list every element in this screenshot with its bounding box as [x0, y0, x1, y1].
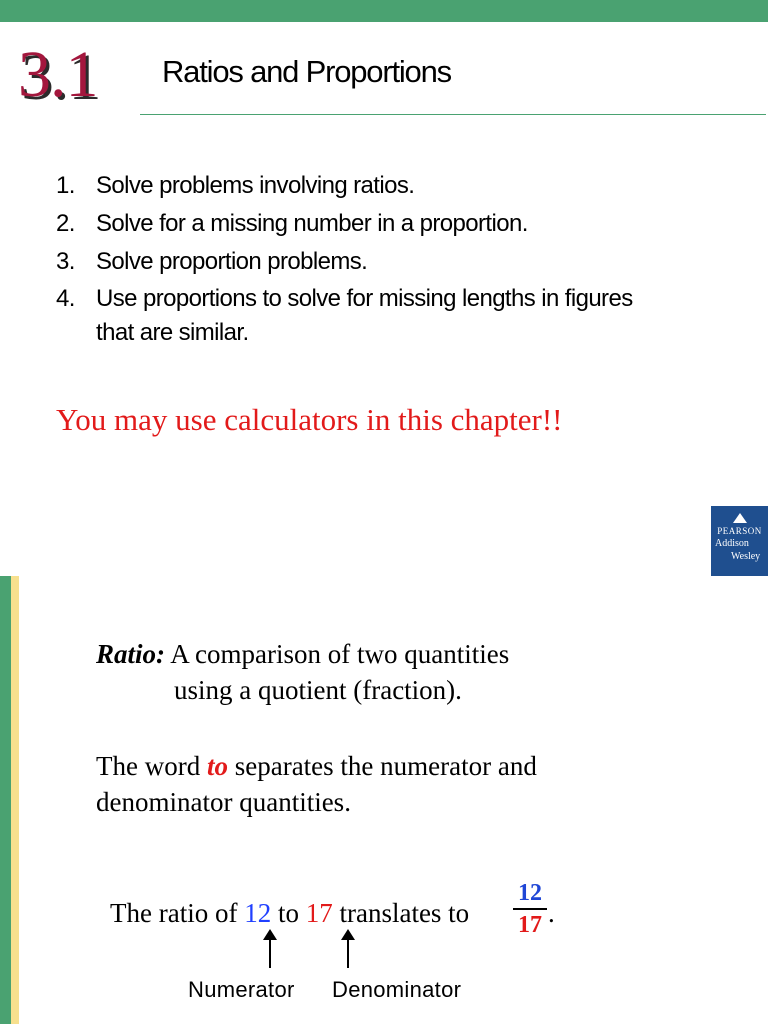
objective-text: Use proportions to solve for missing lengths in figures [96, 285, 633, 312]
example-mid: to [271, 898, 306, 928]
word-to-explanation [96, 748, 537, 820]
word-to-suffix: separates the numerator and [227, 751, 537, 781]
word-to-prefix: The word [96, 751, 207, 781]
top-accent-bar [0, 0, 768, 22]
objective-number: 1. [56, 172, 75, 199]
fraction-denominator: 17 [518, 912, 542, 938]
ratio-term: Ratio: [96, 639, 166, 669]
example-numerator: 12 [244, 898, 272, 928]
objectives-list [56, 168, 716, 352]
numerator-label: Numerator [188, 977, 295, 1002]
keyword-to: to [206, 751, 228, 781]
pearson-logo [711, 506, 768, 576]
side-accent-stripe [11, 576, 19, 1024]
objective-number: 3. [56, 248, 75, 275]
section-number: 3.1 [18, 38, 98, 111]
side-accent-bar [0, 576, 11, 1024]
objective-item [56, 282, 716, 350]
fraction [512, 878, 548, 940]
objective-text-continued: that are similar. [96, 319, 249, 346]
fraction-numerator: 12 [518, 880, 542, 906]
logo-line-1: Addison [715, 538, 749, 549]
title-divider [140, 114, 766, 115]
ratio-definition-line1: A comparison of two quantities [165, 639, 510, 669]
example-suffix: translates to [332, 898, 470, 928]
denominator-label: Denominator [332, 977, 462, 1002]
word-to-line2: denominator quantities. [96, 787, 351, 817]
logo-line-2: Wesley [731, 551, 761, 562]
objective-number: 4. [56, 285, 75, 312]
slide-title: Ratios and Proportions [162, 54, 451, 89]
objective-text: Solve for a missing number in a proportion. [96, 210, 528, 237]
objective-item [56, 168, 716, 204]
example-prefix: The ratio of [110, 898, 245, 928]
objective-text: Solve problems involving ratios. [96, 172, 415, 199]
ratio-example [110, 895, 469, 931]
objective-item [56, 206, 716, 242]
objective-text: Solve proportion problems. [96, 248, 368, 275]
calculator-note: You may use calculators in this chapter!! [56, 402, 563, 437]
denominator-arrow-icon [347, 938, 349, 968]
pearson-triangle-icon [733, 513, 747, 523]
numerator-arrow-icon [269, 938, 271, 968]
example-denominator: 17 [305, 898, 333, 928]
example-period: . [548, 898, 555, 928]
logo-brand: PEARSON [717, 526, 762, 536]
ratio-definition [96, 636, 509, 708]
objective-number: 2. [56, 210, 75, 237]
objective-item [56, 244, 716, 280]
ratio-definition-line2: using a quotient (fraction). [174, 675, 462, 705]
